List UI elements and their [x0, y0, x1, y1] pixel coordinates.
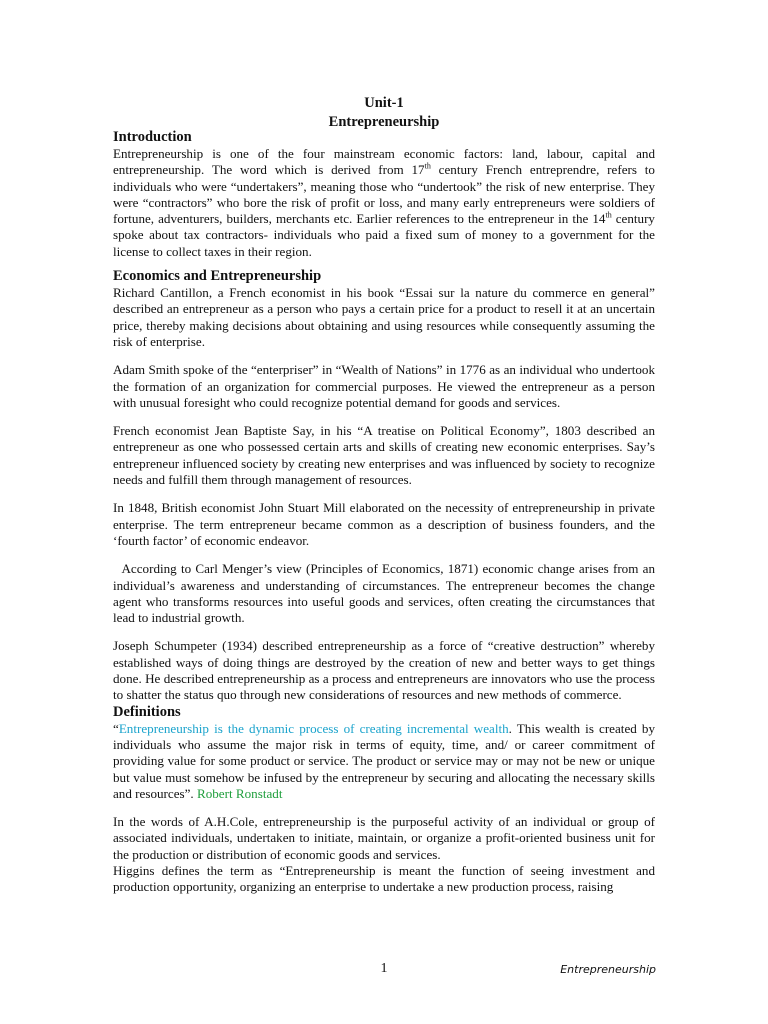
running-footer-title: Entrepreneurship — [560, 963, 656, 976]
page-number: 1 — [380, 961, 388, 976]
text-run: Entrepreneurship is one of the four mainstream economic factors: land, labour, capital and entrepreneurship. The word which is derived from 17 — [113, 146, 655, 178]
title-block — [113, 94, 655, 132]
quote-author: Robert Ronstadt — [196, 785, 283, 801]
text-run: “ — [113, 720, 119, 736]
paragraph-cole: In the words of A.H.Cole, entrepreneurship is the purposeful activity of an individual or group of associated individuals, undertaken to initiate, maintain, or organize a profit-oriented business unit for the production or distribution of economic goods and services. — [113, 814, 655, 862]
section-heading-introduction: Introduction — [113, 129, 192, 145]
unit-heading: Unit-1 — [364, 95, 404, 111]
paragraph-higgins: Higgins defines the term as “Entrepreneurship is meant the function of seeing investment and production opportunity, organizing an enterprise to undertake a new production process, raising — [113, 862, 655, 895]
paragraph-say: French economist Jean Baptiste Say, in his “A treatise on Political Economy”, 1803 described an entrepreneur as one who possessed certain arts and skills of creating new economic enterprises. Say’s entrepreneur influenced society by creating new enterprises and was influenced by society to recognize needs and fulfill them through management of resources. — [113, 423, 655, 488]
text-run: . This wealth is created by individuals who assume the major risk in terms of equity, time, and/ or career commitment of providing value for some product or service. The product or service may or may not be new or unique but value must somehow be infused by the entrepreneur by securing and allocating the necessary skills and resources”. — [113, 720, 655, 801]
paragraph-ronstadt-quote — [113, 721, 655, 802]
text-run: century French entreprendre, refers to individuals who were “undertakers”, meaning those who “undertook” the risk of new enterprise. They were “contractors” who bore the risk of profit or loss, and many early entrepreneurs were soldiers of fortune, adventurers, builders, merchants etc. Earlier references to the entrepreneur in the 14 — [113, 162, 655, 227]
paragraph-mill: In 1848, British economist John Stuart Mill elaborated on the necessity of entrepreneurship in private enterprise. The term entrepreneur became common as a description of business founders, and the ‘fourth factor’ of economic endeavor. — [113, 500, 655, 548]
body-text — [113, 129, 659, 896]
paragraph-cantillon: Richard Cantillon, a French economist in his book “Essai sur la nature du commerce en general” described an entrepreneur as a person who pays a certain price for a product to resell it at an uncertain price, thereby making decisions about obtaining and using resources while consequently assuming the risk of enterprise. — [113, 285, 655, 349]
superscript: th — [605, 210, 612, 220]
section-heading-economics: Economics and Entrepreneurship — [113, 268, 322, 285]
text-run: century spoke about tax contractors- individuals who paid a fixed sum of money to a government for the license to collect taxes in their region. — [113, 211, 655, 259]
section-heading-definitions: Definitions — [113, 703, 181, 720]
highlighted-definition: Entrepreneurship is the dynamic process of creating incremental wealth — [118, 720, 509, 736]
paragraph-introduction — [113, 146, 655, 260]
paragraph-menger: According to Carl Menger’s view (Principles of Economics, 1871) economic change arises from an individual’s awareness and understanding of circumstances. The entrepreneur becomes the change agent who transforms resources into useful goods and services, often creating the circumstances that lead to industrial growth. — [113, 561, 659, 626]
paragraph-schumpeter: Joseph Schumpeter (1934) described entrepreneurship as a force of “creative destruction” whereby established ways of doing things are destroyed by the creation of new and better ways to get things done. He described entrepreneurship as a process and entrepreneurs are innovators who use the process to shatter the status quo through new considerations of resources and new methods of commerce. — [113, 638, 655, 703]
document-title: Entrepreneurship — [328, 114, 440, 130]
paragraph-adam-smith: Adam Smith spoke of the “enterpriser” in “Wealth of Nations” in 1776 as an individual who undertook the formation of an organization for commercial purposes. He viewed the entrepreneur as a person with unusual foresight who could recognize potential demand for goods and services. — [113, 362, 655, 410]
superscript: th — [424, 161, 431, 171]
